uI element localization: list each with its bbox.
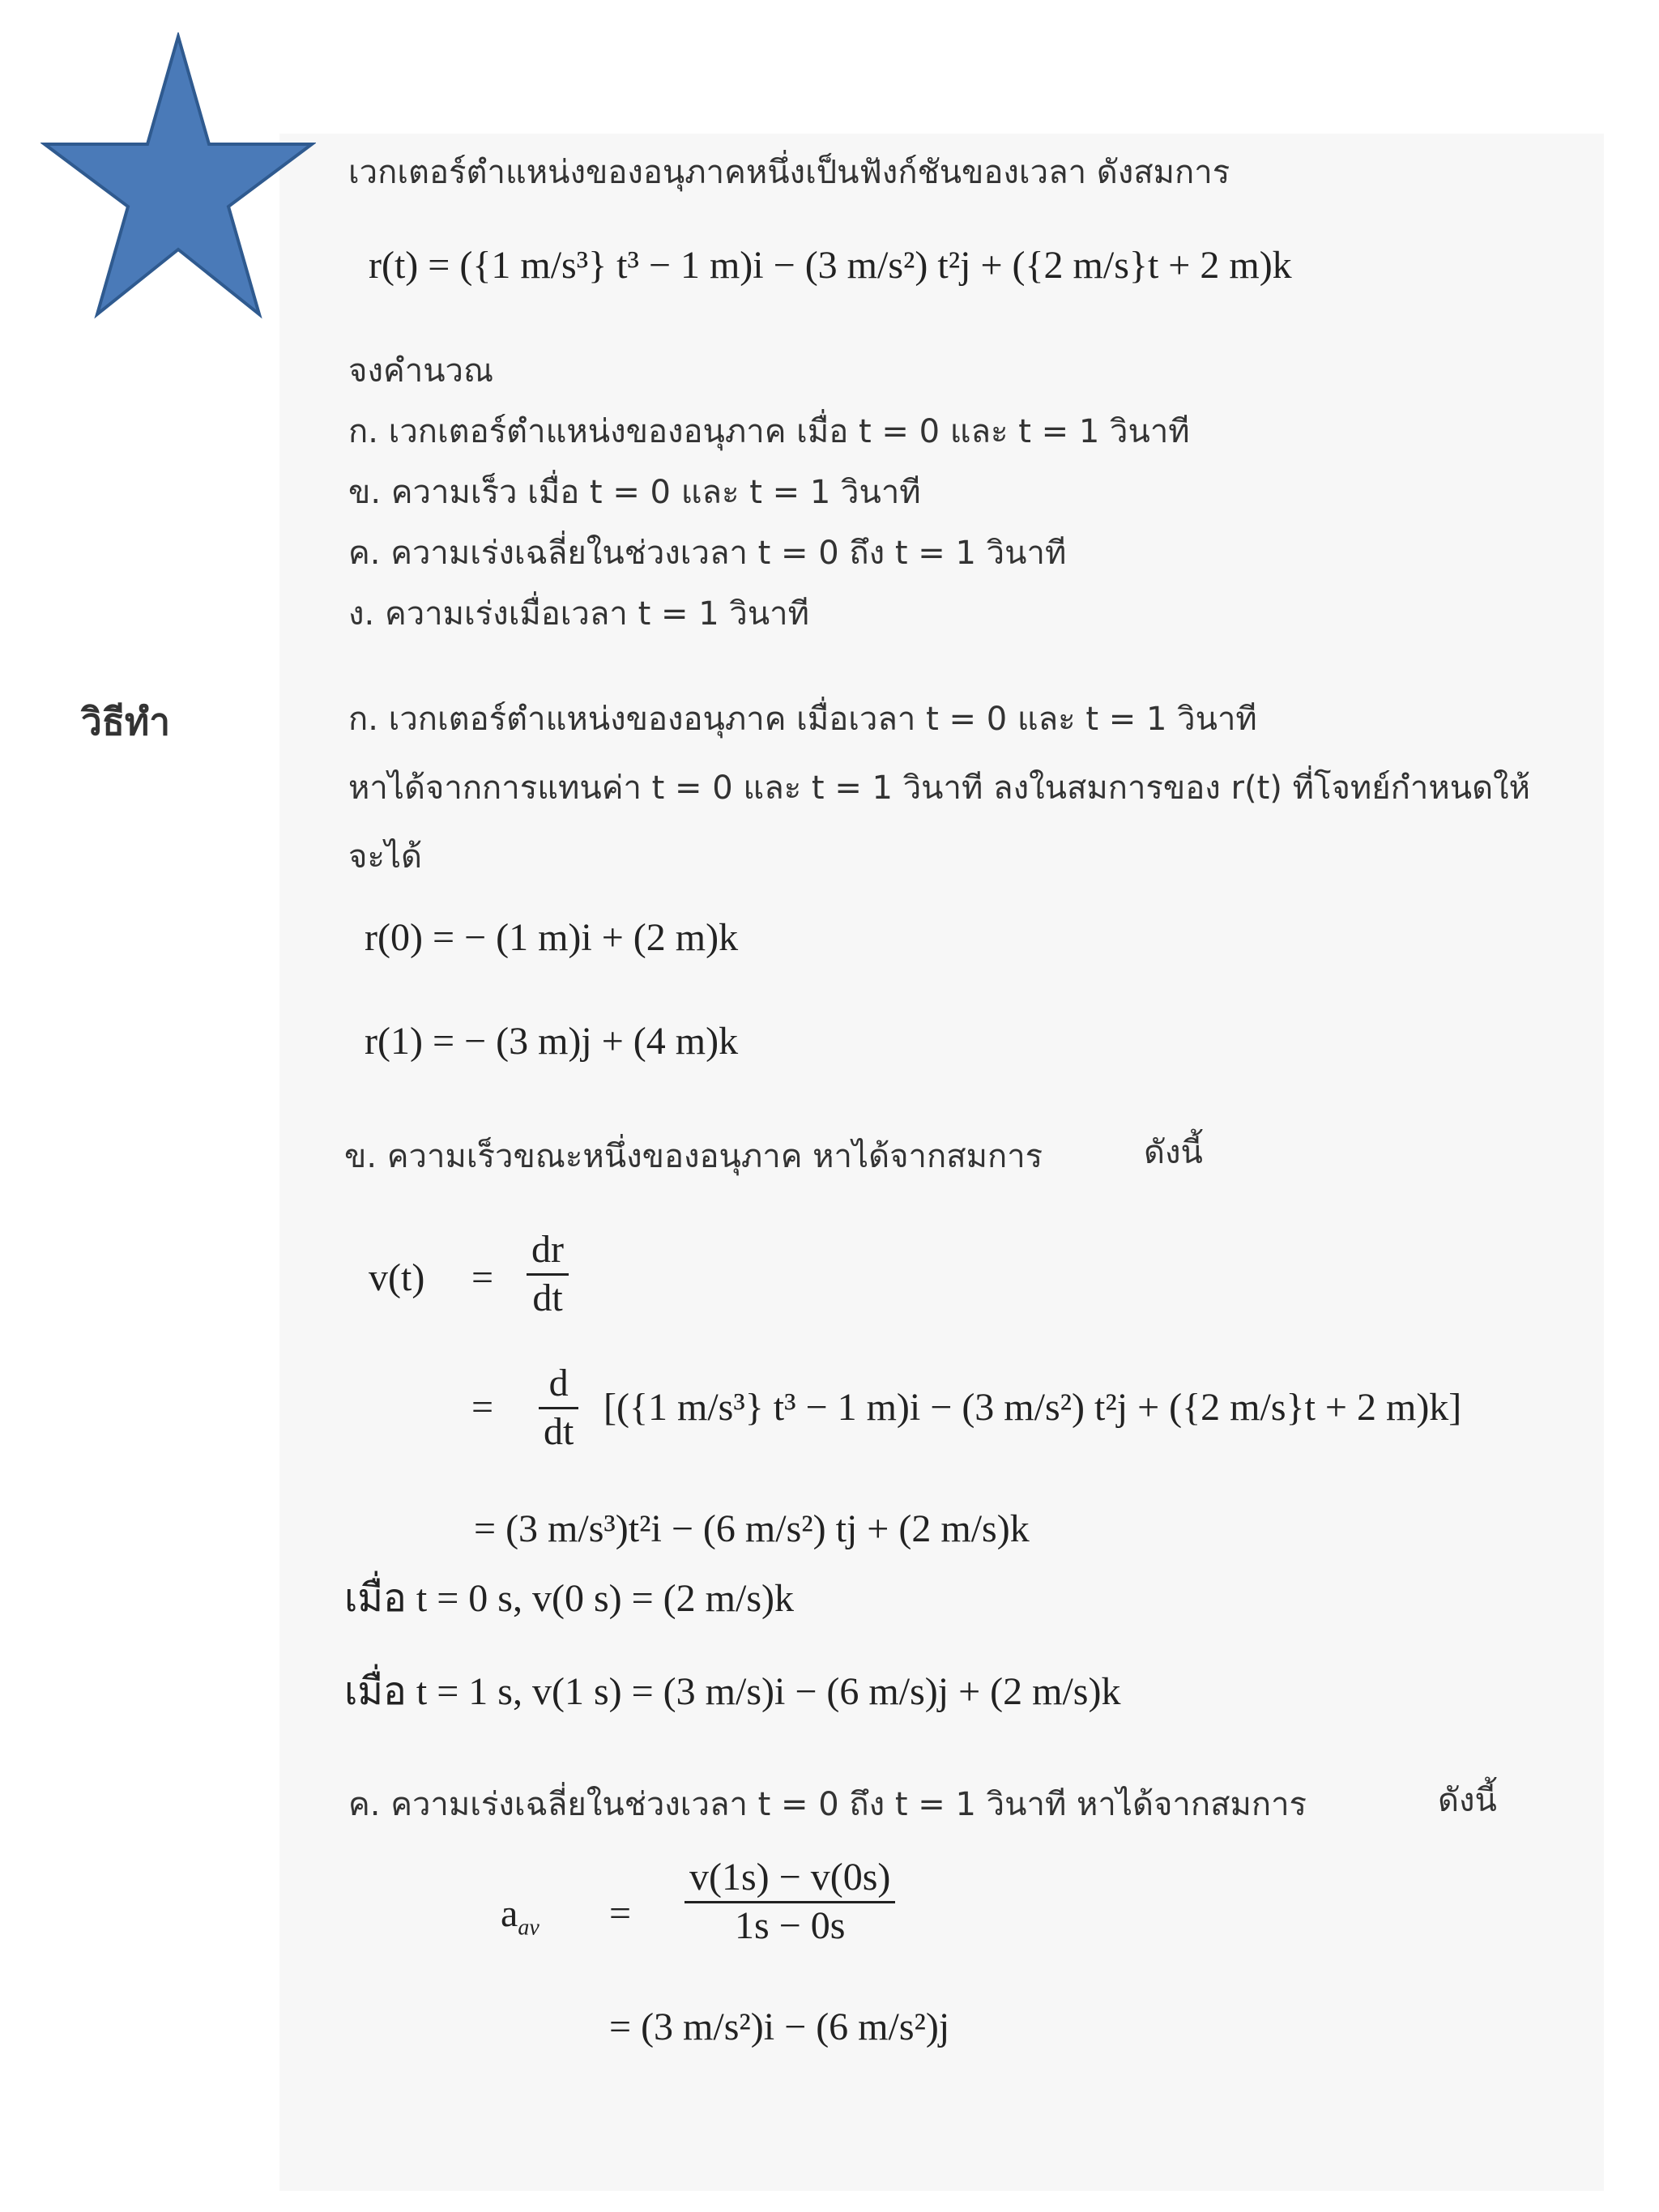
r1-equation: r(1) = − (3 m)j + (4 m)k bbox=[365, 1020, 739, 1063]
velocity-at-1: เมื่อ t = 1 s, v(1 s) = (3 m/s)i − (6 m/s)j + (2 m/s)k bbox=[344, 1670, 1121, 1713]
equals-sign: = bbox=[471, 1256, 494, 1299]
position-equation: r(t) = ({1 m/s³} t³ − 1 m)i − (3 m/s²) t²j + ({2 m/s}t + 2 m)k bbox=[369, 244, 1292, 287]
average-acceleration-result: = (3 m/s²)i − (6 m/s²)j bbox=[609, 2005, 950, 2048]
solution-label: วิธีทำ bbox=[81, 700, 171, 744]
fraction-denominator: dt bbox=[544, 1410, 574, 1453]
part-a-text2: จะได้ bbox=[348, 838, 423, 876]
velocity-lhs: v(t) bbox=[369, 1256, 425, 1299]
velocity-at-0: เมื่อ t = 0 s, v(0 s) = (2 m/s)k bbox=[344, 1577, 794, 1620]
average-acceleration-lhs: $a_{av}$ bbox=[501, 1892, 539, 1941]
part-b-heading: ข. ความเร็วขณะหนึ่งของอนุภาค หาได้จากสมการ bbox=[344, 1138, 1043, 1175]
d-dt-fraction bbox=[539, 1361, 578, 1454]
part-c-heading: ค. ความเร่งเฉลี่ยในช่วงเวลา t = 0 ถึง t = 1 วินาที หาได้จากสมการ bbox=[348, 1786, 1307, 1823]
part-a-text: หาได้จากการแทนค่า t = 0 และ t = 1 วินาที ลงในสมการของ r(t) ที่โจทย์กำหนดให้ bbox=[348, 769, 1530, 807]
task-label: จงคำนวณ bbox=[348, 352, 494, 390]
task-a: ก. เวกเตอร์ตำแหน่งของอนุภาค เมื่อ t = 0 และ t = 1 วินาที bbox=[348, 413, 1190, 450]
part-c-heading-suffix: ดังนี้ bbox=[1438, 1782, 1497, 1819]
part-a-heading: ก. เวกเตอร์ตำแหน่งของอนุภาค เมื่อเวลา t = 0 และ t = 1 วินาที bbox=[348, 701, 1257, 738]
fraction-numerator: d bbox=[548, 1362, 569, 1404]
subscript-av: av bbox=[518, 1915, 539, 1941]
derivative-expression: [({1 m/s³} t³ − 1 m)i − (3 m/s²) t²j + ({2 m/s}t + 2 m)k] bbox=[603, 1386, 1462, 1429]
fraction-numerator: v(1s) − v(0s) bbox=[689, 1856, 891, 1899]
equals-sign: = bbox=[471, 1386, 494, 1429]
average-acceleration-fraction bbox=[684, 1855, 895, 1948]
task-b: ข. ความเร็ว เมื่อ t = 0 และ t = 1 วินาที bbox=[348, 474, 921, 511]
problem-statement: เวกเตอร์ตำแหน่งของอนุภาคหนึ่งเป็นฟังก์ชันของเวลา ดังสมการ bbox=[348, 154, 1230, 191]
star-icon bbox=[41, 32, 316, 324]
equals-sign: = bbox=[609, 1892, 632, 1935]
fraction-denominator: dt bbox=[532, 1276, 563, 1319]
fraction-denominator: 1s − 0s bbox=[734, 1904, 846, 1947]
dr-dt-fraction bbox=[527, 1227, 569, 1320]
task-d: ง. ความเร่งเมื่อเวลา t = 1 วินาที bbox=[348, 595, 810, 633]
fraction-numerator: dr bbox=[531, 1228, 564, 1271]
velocity-result: = (3 m/s³)t²i − (6 m/s²) tj + (2 m/s)k bbox=[474, 1507, 1030, 1550]
part-b-heading-suffix: ดังนี้ bbox=[1144, 1134, 1203, 1171]
task-c: ค. ความเร่งเฉลี่ยในช่วงเวลา t = 0 ถึง t = 1 วินาที bbox=[348, 535, 1067, 572]
r0-equation: r(0) = − (1 m)i + (2 m)k bbox=[365, 916, 739, 959]
